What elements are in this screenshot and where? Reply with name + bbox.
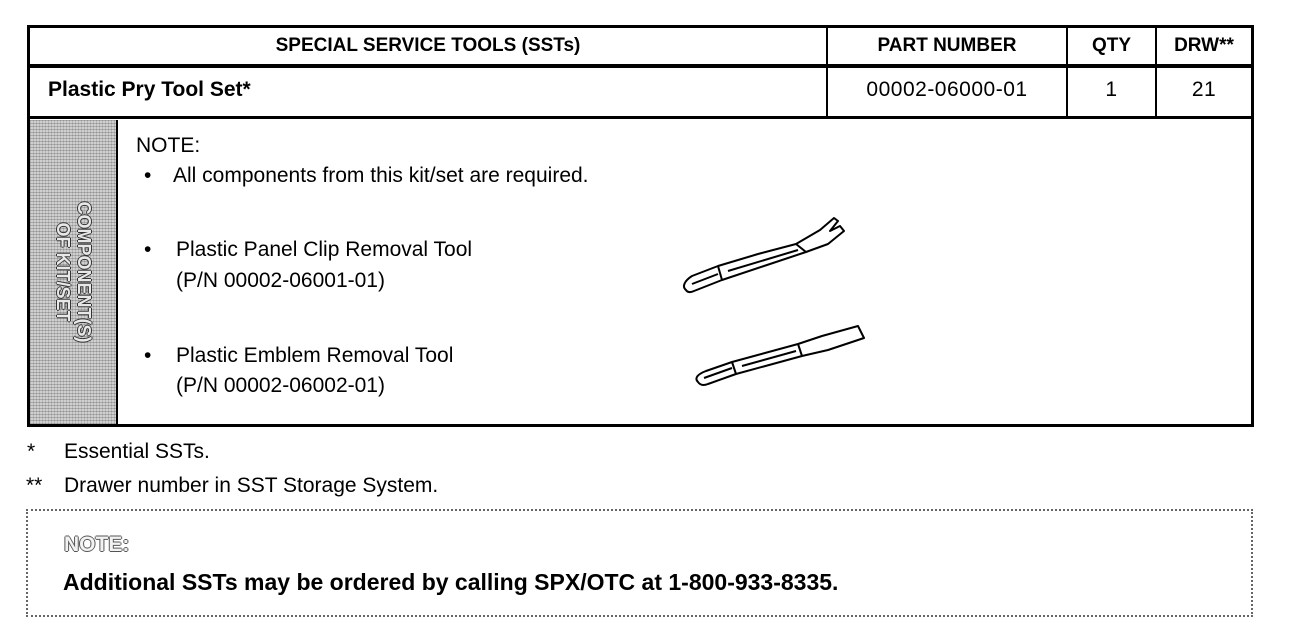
components-note-title: NOTE: bbox=[136, 134, 201, 157]
components-side-label bbox=[30, 120, 118, 424]
footnote-text: Essential SSTs. bbox=[64, 440, 210, 463]
bullet: • bbox=[144, 344, 152, 367]
bullet: • bbox=[144, 238, 152, 261]
note-text: Additional SSTs may be ordered by calling SPX/OTC at 1-800-933-8335. bbox=[63, 569, 839, 595]
header-part-number: PART NUMBER bbox=[826, 28, 1066, 64]
tool-name: Plastic Pry Tool Set* bbox=[48, 78, 251, 101]
component-2-part-number: (P/N 00002-06002-01) bbox=[176, 374, 385, 397]
component-1-part-number: (P/N 00002-06001-01) bbox=[176, 269, 385, 292]
component-2-name: Plastic Emblem Removal Tool bbox=[176, 344, 454, 367]
footnote-marker: ** bbox=[26, 474, 43, 497]
qty-value: 1 bbox=[1066, 64, 1155, 116]
components-label-line1: COMPONENT(S) bbox=[74, 201, 94, 343]
emblem-removal-tool-illustration bbox=[692, 320, 872, 390]
footnote-marker: * bbox=[27, 440, 36, 463]
special-service-tools-table bbox=[27, 25, 1254, 427]
note-box bbox=[26, 509, 1253, 617]
panel-clip-removal-tool-illustration bbox=[678, 214, 848, 298]
drw-value: 21 bbox=[1155, 64, 1251, 116]
header-tools: SPECIAL SERVICE TOOLS (SSTs) bbox=[275, 35, 581, 56]
table-row bbox=[30, 64, 1251, 119]
component-1-name: Plastic Panel Clip Removal Tool bbox=[176, 238, 473, 261]
components-section bbox=[30, 120, 1251, 424]
note-label: NOTE: bbox=[64, 533, 130, 556]
components-label-line2: OF KIT/SET bbox=[53, 222, 73, 322]
header-qty: QTY bbox=[1066, 28, 1155, 64]
header-drw: DRW** bbox=[1155, 28, 1251, 64]
footnote-text: Drawer number in SST Storage System. bbox=[64, 474, 439, 497]
table-header-row bbox=[30, 28, 1251, 68]
bullet: • bbox=[144, 164, 152, 187]
part-number-value: 00002-06000-01 bbox=[826, 64, 1066, 116]
components-note-text: All components from this kit/set are required. bbox=[173, 164, 589, 187]
